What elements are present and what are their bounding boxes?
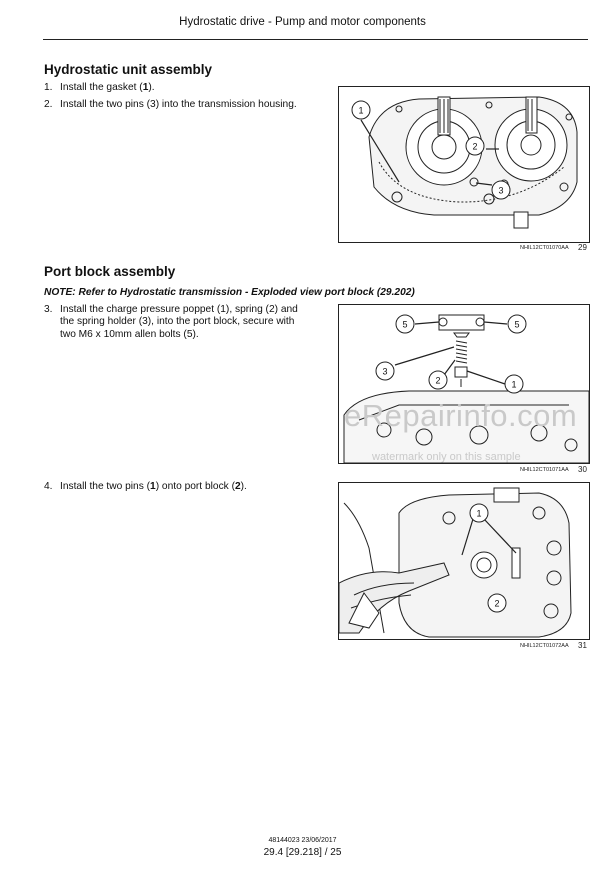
step-number: 3. xyxy=(44,304,53,315)
hydrostatic-unit-illustration xyxy=(339,87,589,242)
figure-number: 29 xyxy=(578,243,587,252)
step-4: 4. Install the two pins (1) onto port block (2). xyxy=(44,481,247,492)
header-rule xyxy=(43,39,588,40)
step-3: 3. Install the charge pressure poppet (1), spring (2) and the spring holder (3), into the port block, secure with two M6 x 10mm allen bolts (5). xyxy=(44,304,298,340)
port-block-illustration xyxy=(339,305,589,463)
section-title-port-block: Port block assembly xyxy=(44,264,176,279)
callout-1: 1 xyxy=(476,508,482,519)
step-number: 4. xyxy=(44,481,53,492)
step-number: 1. xyxy=(44,82,53,93)
step-2: 2. Install the two pins (3) into the transmission housing. xyxy=(44,99,297,110)
callout-1: 1 xyxy=(358,105,364,116)
note-text: NOTE: Refer to Hydrostatic transmission - Exploded view port block (29.202) xyxy=(44,287,415,298)
callout-5-right: 5 xyxy=(514,319,520,330)
figure-port-block-pins xyxy=(338,482,590,640)
figure-code: NHIL12CT01072AA xyxy=(520,643,569,649)
watermark-caption: watermark only on this sample xyxy=(372,451,521,463)
figure-number: 30 xyxy=(578,465,587,474)
footer-page-number: 29.4 [29.218] / 25 xyxy=(263,847,342,858)
callout-1: 1 xyxy=(511,379,517,390)
step-1: 1. Install the gasket (1). xyxy=(44,82,155,93)
callout-2: 2 xyxy=(435,375,441,386)
callout-5-left: 5 xyxy=(402,319,408,330)
callout-2: 2 xyxy=(494,598,500,609)
footer-doc-id: 48144023 23/06/2017 xyxy=(268,837,337,844)
callout-2: 2 xyxy=(472,141,478,152)
figure-code: NHIL12CT01071AA xyxy=(520,467,569,473)
page-header: Hydrostatic drive - Pump and motor components xyxy=(179,16,426,28)
callout-3: 3 xyxy=(382,366,388,377)
figure-hydrostatic-unit xyxy=(338,86,590,243)
figure-number: 31 xyxy=(578,641,587,650)
figure-code: NHIL12CT01070AA xyxy=(520,245,569,251)
figure-port-block xyxy=(338,304,590,464)
callout-3: 3 xyxy=(498,185,504,196)
port-block-pins-illustration xyxy=(339,483,589,639)
section-title-hydrostatic-unit: Hydrostatic unit assembly xyxy=(44,62,213,77)
watermark-logo: eRepairinfo.com xyxy=(344,398,578,433)
step-number: 2. xyxy=(44,99,53,110)
